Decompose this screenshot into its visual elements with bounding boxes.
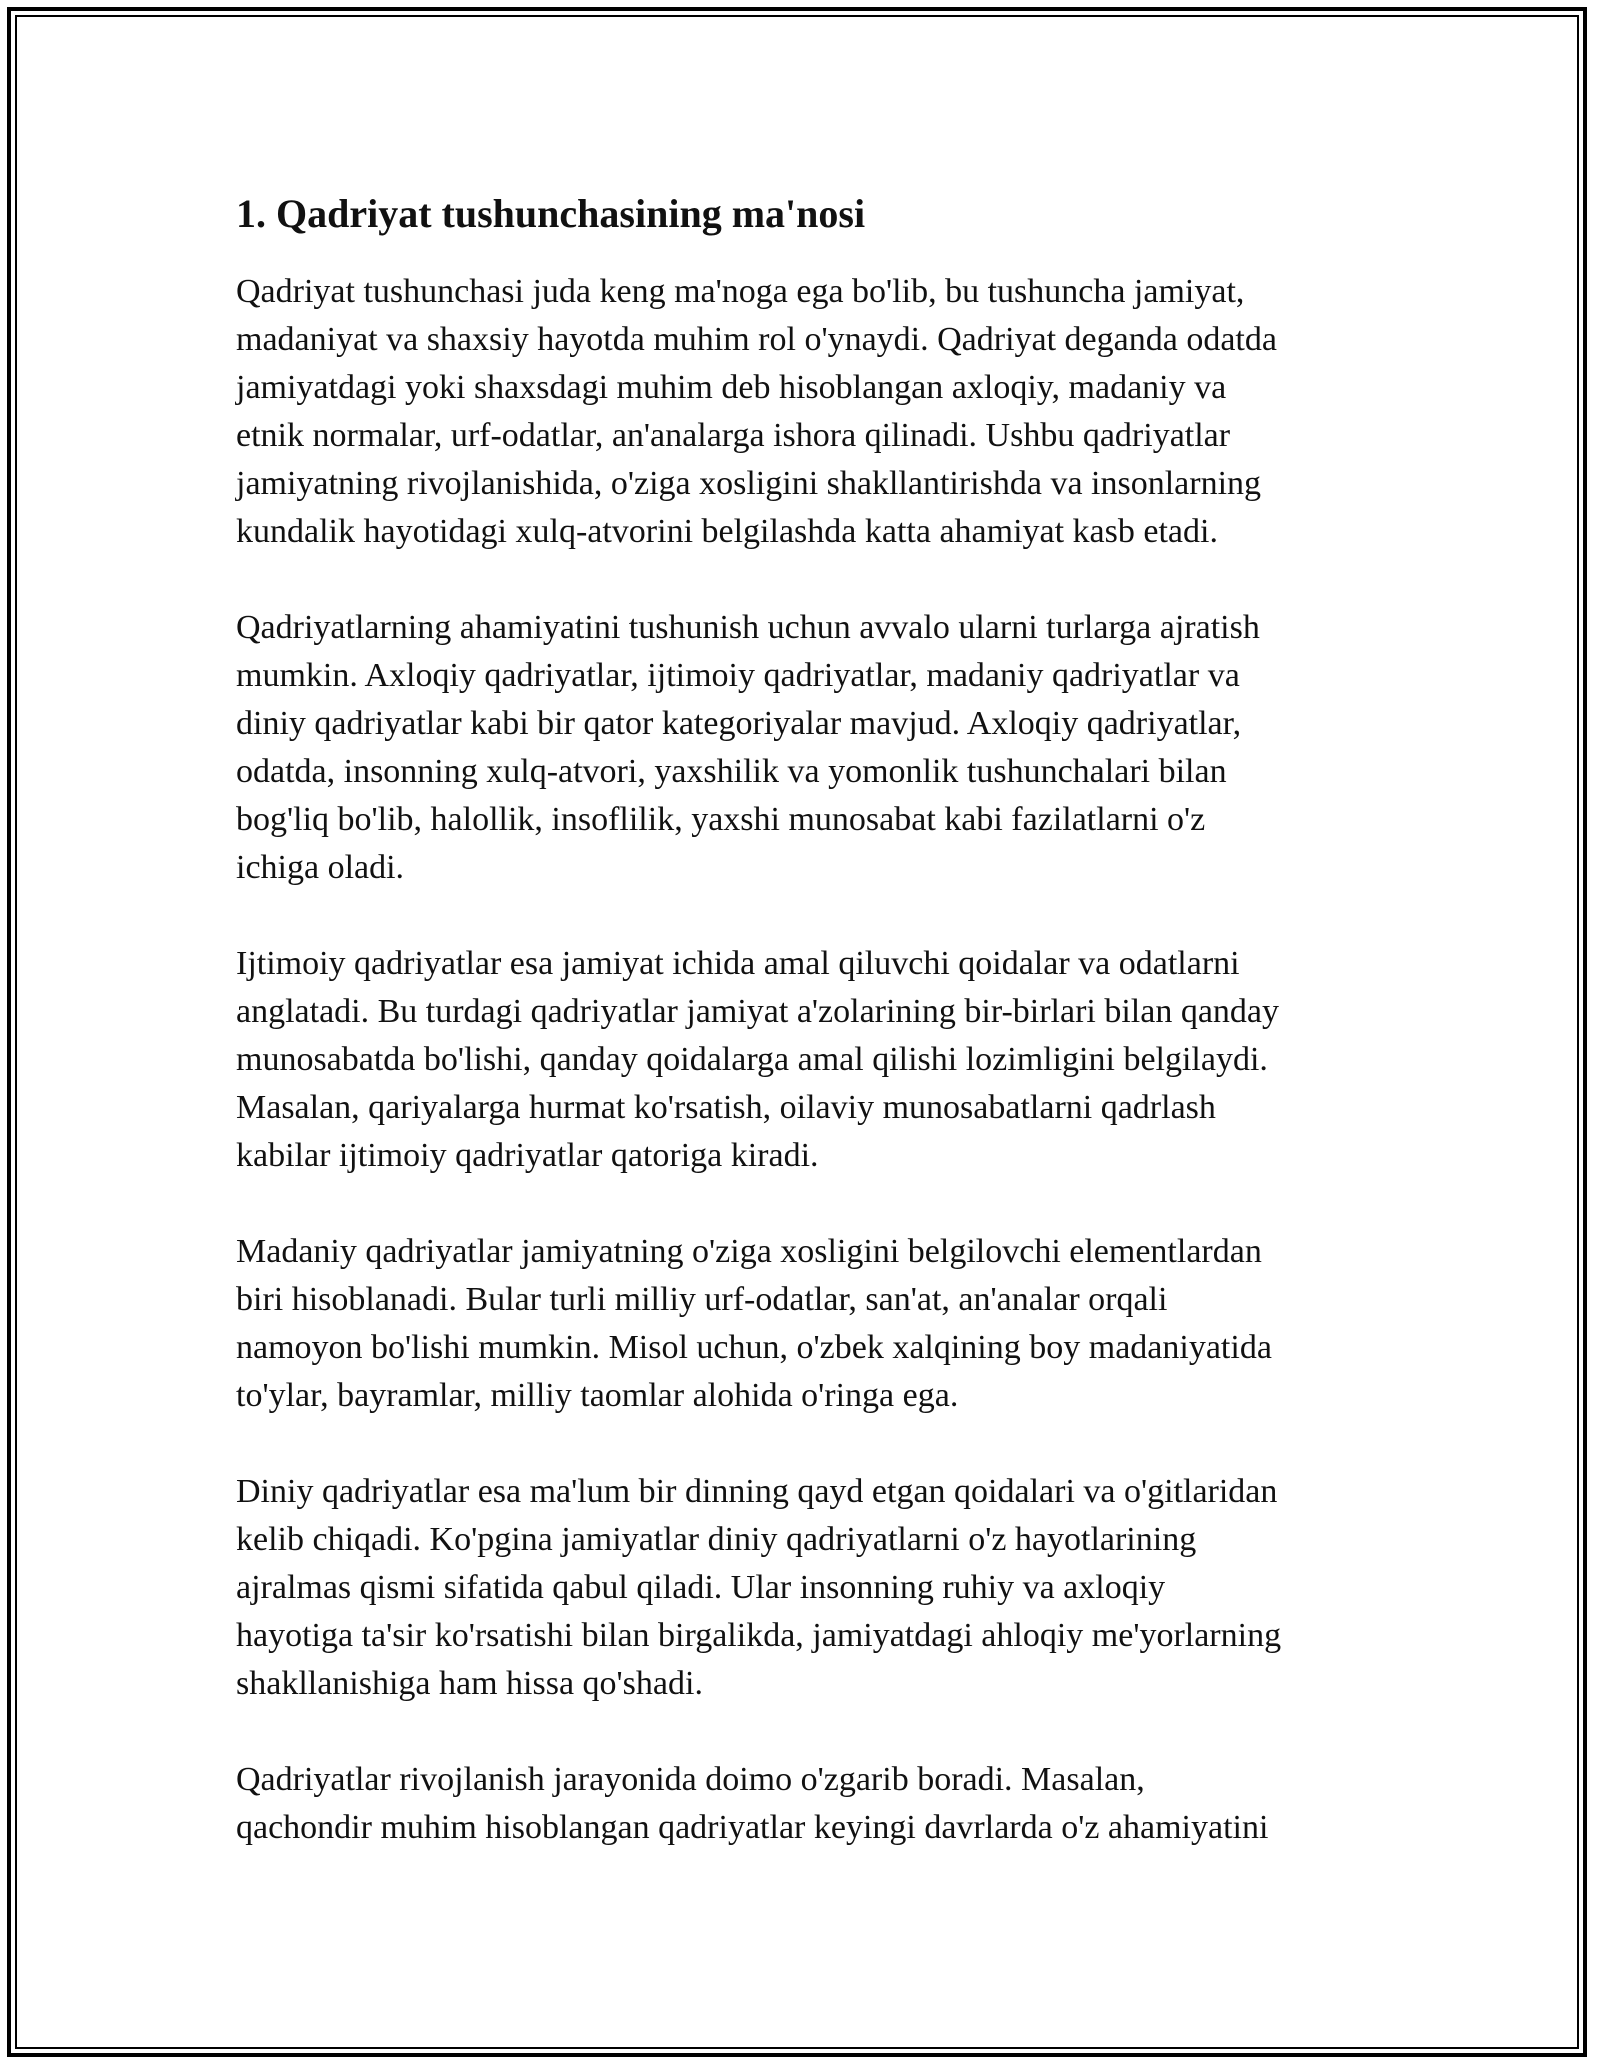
- paragraph-line: shakllanishiga ham hissa qo'shadi.: [236, 1665, 703, 1702]
- paragraph: [236, 1756, 1376, 1852]
- paragraph-line: munosabatda bo'lishi, qanday qoidalarga amal qilishi lozimligini belgilaydi.: [236, 1041, 1268, 1078]
- paragraph: [236, 604, 1376, 892]
- section-heading: 1. Qadriyat tushunchasining ma'nosi: [236, 191, 866, 236]
- paragraph-line: kelib chiqadi. Ko'pgina jamiyatlar diniy qadriyatlarni o'z hayotlarining: [236, 1521, 1197, 1558]
- paragraph-line: kabilar ijtimoiy qadriyatlar qatoriga kiradi.: [236, 1137, 819, 1174]
- paragraph-line: odatda, insonning xulq-atvori, yaxshilik va yomonlik tushunchalari bilan: [236, 753, 1227, 790]
- paragraph-line: kundalik hayotidagi xulq-atvorini belgilashda katta ahamiyat kasb etadi.: [236, 513, 1218, 550]
- paragraph: [236, 268, 1376, 556]
- paragraph-line: namoyon bo'lishi mumkin. Misol uchun, o'zbek xalqining boy madaniyatida: [236, 1329, 1272, 1366]
- paragraph-line: jamiyatdagi yoki shaxsdagi muhim deb hisoblangan axloqiy, madaniy va: [236, 369, 1227, 406]
- paragraph-line: madaniyat va shaxsiy hayotda muhim rol o'ynaydi. Qadriyat deganda odatda: [236, 321, 1277, 358]
- paragraph-line: bog'liq bo'lib, halollik, insoflilik, yaxshi munosabat kabi fazilatlarni o'z: [236, 801, 1206, 838]
- paragraph: [236, 1228, 1376, 1420]
- paragraph-line: Masalan, qariyalarga hurmat ko'rsatish, oilaviy munosabatlarni qadrlash: [236, 1089, 1216, 1126]
- paragraph: [236, 940, 1376, 1180]
- paragraph: [236, 1468, 1376, 1708]
- paragraph-line: mumkin. Axloqiy qadriyatlar, ijtimoiy qadriyatlar, madaniy qadriyatlar va: [236, 657, 1240, 694]
- paragraph-line: ichiga oladi.: [236, 849, 405, 886]
- paragraph-line: Diniy qadriyatlar esa ma'lum bir dinning qayd etgan qoidalari va o'gitlaridan: [236, 1473, 1278, 1510]
- paragraph-line: jamiyatning rivojlanishida, o'ziga xosligini shakllantirishda va insonlarning: [236, 465, 1262, 502]
- document-body: [236, 186, 1376, 1900]
- paragraph-line: etnik normalar, urf-odatlar, an'analarga ishora qilinadi. Ushbu qadriyatlar: [236, 417, 1231, 454]
- paragraph-line: Madaniy qadriyatlar jamiyatning o'ziga xosligini belgilovchi elementlardan: [236, 1233, 1262, 1270]
- paragraph-line: Qadriyat tushunchasi juda keng ma'noga ega bo'lib, bu tushuncha jamiyat,: [236, 273, 1245, 310]
- paragraph-line: diniy qadriyatlar kabi bir qator kategoriyalar mavjud. Axloqiy qadriyatlar,: [236, 705, 1242, 742]
- paragraph-line: anglatadi. Bu turdagi qadriyatlar jamiyat a'zolarining bir-birlari bilan qanday: [236, 993, 1280, 1030]
- paragraph-list: [236, 268, 1376, 1852]
- paragraph-line: hayotiga ta'sir ko'rsatishi bilan birgalikda, jamiyatdagi ahloqiy me'yorlarning: [236, 1617, 1282, 1654]
- paragraph-line: biri hisoblanadi. Bular turli milliy urf-odatlar, san'at, an'analar orqali: [236, 1281, 1168, 1318]
- paragraph-line: Qadriyatlar rivojlanish jarayonida doimo o'zgarib boradi. Masalan,: [236, 1761, 1145, 1798]
- paragraph-line: ajralmas qismi sifatida qabul qiladi. Ular insonning ruhiy va axloqiy: [236, 1569, 1166, 1606]
- paragraph-line: Ijtimoiy qadriyatlar esa jamiyat ichida amal qiluvchi qoidalar va odatlarni: [236, 945, 1240, 982]
- paragraph-line: to'ylar, bayramlar, milliy taomlar alohida o'ringa ega.: [236, 1377, 959, 1414]
- paragraph-line: qachondir muhim hisoblangan qadriyatlar keyingi davrlarda o'z ahamiyatini: [236, 1809, 1269, 1846]
- paragraph-line: Qadriyatlarning ahamiyatini tushunish uchun avvalo ularni turlarga ajratish: [236, 609, 1260, 646]
